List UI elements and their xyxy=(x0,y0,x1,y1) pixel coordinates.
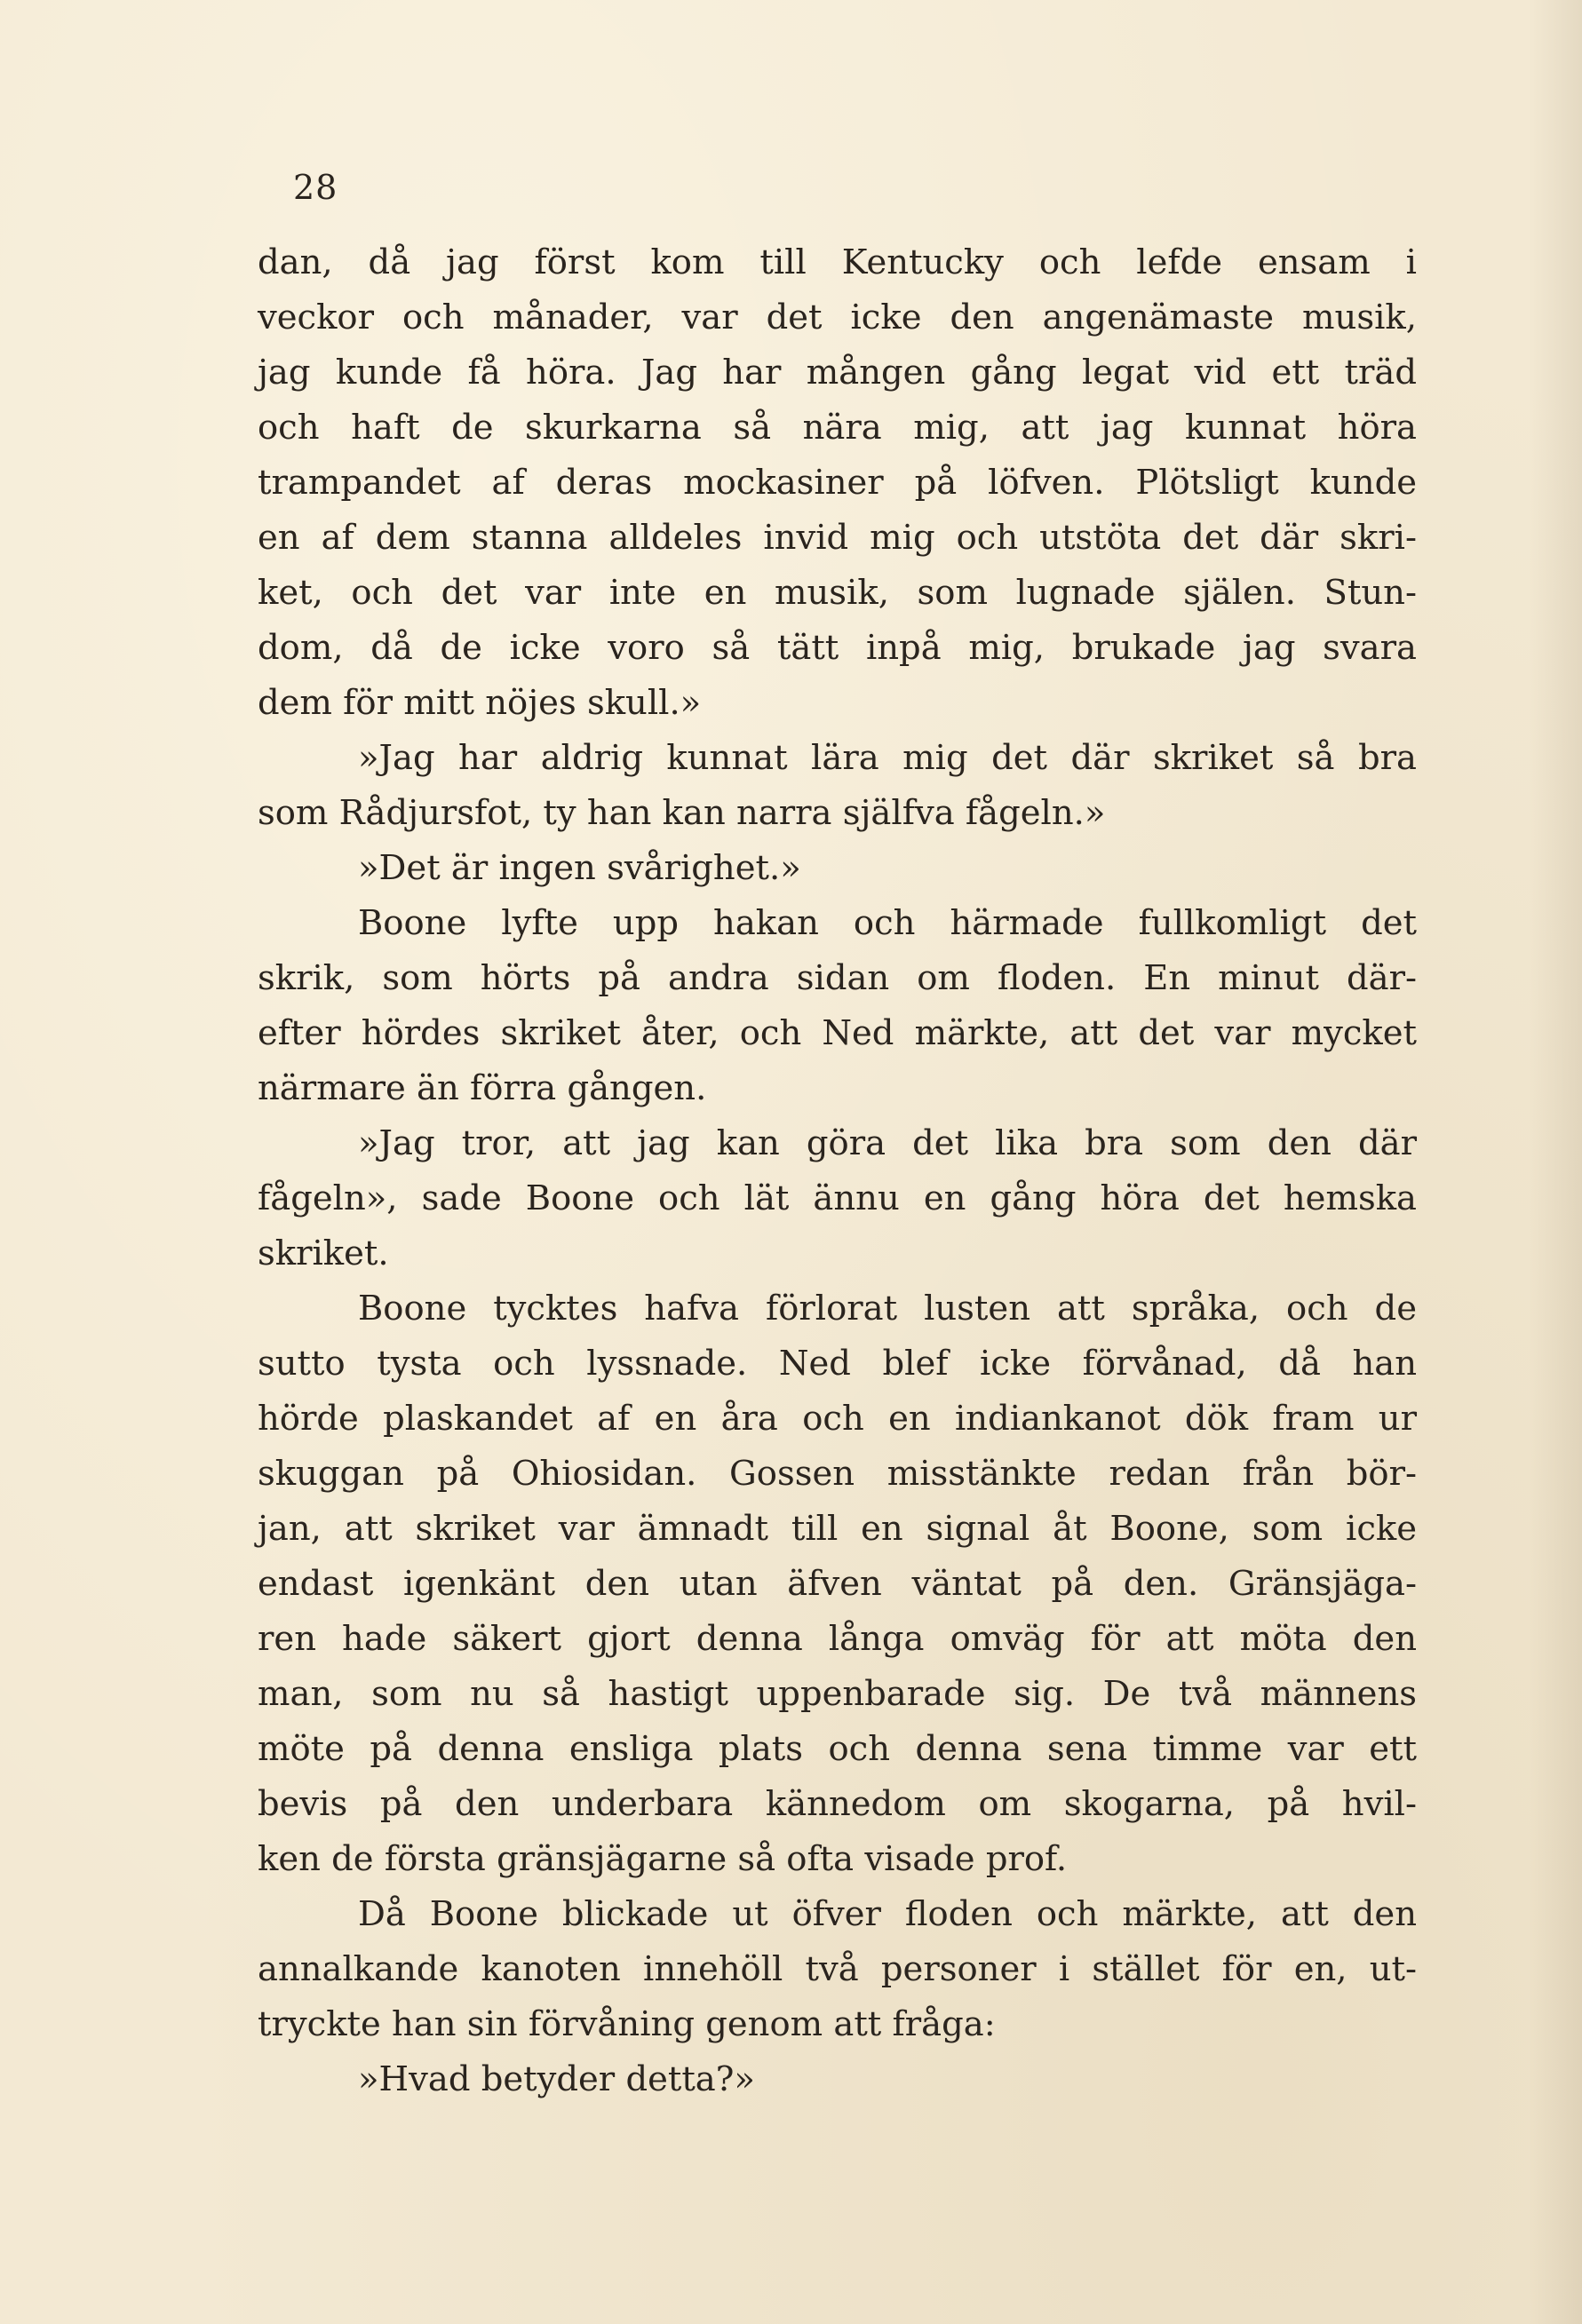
text-line: jag kunde få höra. Jag har mången gång legat vid ett träd xyxy=(258,353,1417,393)
text-line: Boone lyfte upp hakan och härmade fullkomligt det xyxy=(358,903,1417,943)
text-line: Då Boone blickade ut öfver floden och märkte, att den xyxy=(358,1894,1417,1934)
text-line: och haft de skurkarna så nära mig, att jag kunnat höra xyxy=(258,408,1417,448)
text-line: fågeln», sade Boone och lät ännu en gång höra det hemska xyxy=(258,1178,1417,1218)
text-line: »Jag tror, att jag kan göra det lika bra som den där xyxy=(358,1123,1417,1163)
text-line: jan, att skriket var ämnadt till en signal åt Boone, som icke xyxy=(258,1509,1417,1549)
page-edge-shadow xyxy=(1529,0,1582,2324)
text-line: dom, då de icke voro så tätt inpå mig, brukade jag svara xyxy=(258,628,1417,668)
text-line: annalkande kanoten innehöll två personer i stället för en, ut- xyxy=(258,1949,1417,1989)
text-line: hörde plaskandet af en åra och en indiankanot dök fram ur xyxy=(258,1399,1417,1439)
text-line: närmare än förra gången. xyxy=(258,1068,707,1108)
text-line: ken de första gränsjägarne så ofta visade prof. xyxy=(258,1839,1068,1879)
text-line: »Det är ingen svårighet.» xyxy=(358,848,801,888)
text-line: trampandet af deras mockasiner på löfven. Plötsligt kunde xyxy=(258,463,1417,503)
text-line: sutto tysta och lyssnade. Ned blef icke förvånad, då han xyxy=(258,1344,1417,1384)
text-line: som Rådjursfot, ty han kan narra själfva fågeln.» xyxy=(258,793,1106,833)
text-line: dan, då jag först kom till Kentucky och lefde ensam i xyxy=(258,242,1417,282)
text-line: ren hade säkert gjort denna långa omväg för att möta den xyxy=(258,1619,1417,1659)
text-line: bevis på den underbara kännedom om skogarna, på hvil- xyxy=(258,1784,1417,1824)
text-line: efter hördes skriket åter, och Ned märkte, att det var mycket xyxy=(258,1013,1417,1053)
text-line: veckor och månader, var det icke den angenämaste musik, xyxy=(258,297,1417,337)
text-line: ket, och det var inte en musik, som lugnade själen. Stun- xyxy=(258,573,1417,613)
page-number: 28 xyxy=(293,168,338,207)
text-line: man, som nu så hastigt uppenbarade sig. De två männens xyxy=(258,1674,1417,1714)
text-line: en af dem stanna alldeles invid mig och utstöta det där skri- xyxy=(258,518,1417,558)
body-text xyxy=(258,235,1417,2107)
text-line: skuggan på Ohiosidan. Gossen misstänkte redan från bör- xyxy=(258,1454,1417,1494)
text-line: endast igenkänt den utan äfven väntat på den. Gränsjäga- xyxy=(258,1564,1417,1604)
text-line: Boone tycktes hafva förlorat lusten att språka, och de xyxy=(358,1289,1417,1329)
text-line: skriket. xyxy=(258,1233,389,1273)
text-line: »Jag har aldrig kunnat lära mig det där skriket så bra xyxy=(358,738,1417,778)
text-line: dem för mitt nöjes skull.» xyxy=(258,683,702,723)
text-line: »Hvad betyder detta?» xyxy=(358,2059,755,2099)
text-line: skrik, som hörts på andra sidan om floden. En minut där- xyxy=(258,958,1417,998)
text-line: tryckte han sin förvåning genom att fråga: xyxy=(258,2004,996,2044)
text-line: möte på denna ensliga plats och denna sena timme var ett xyxy=(258,1729,1417,1769)
